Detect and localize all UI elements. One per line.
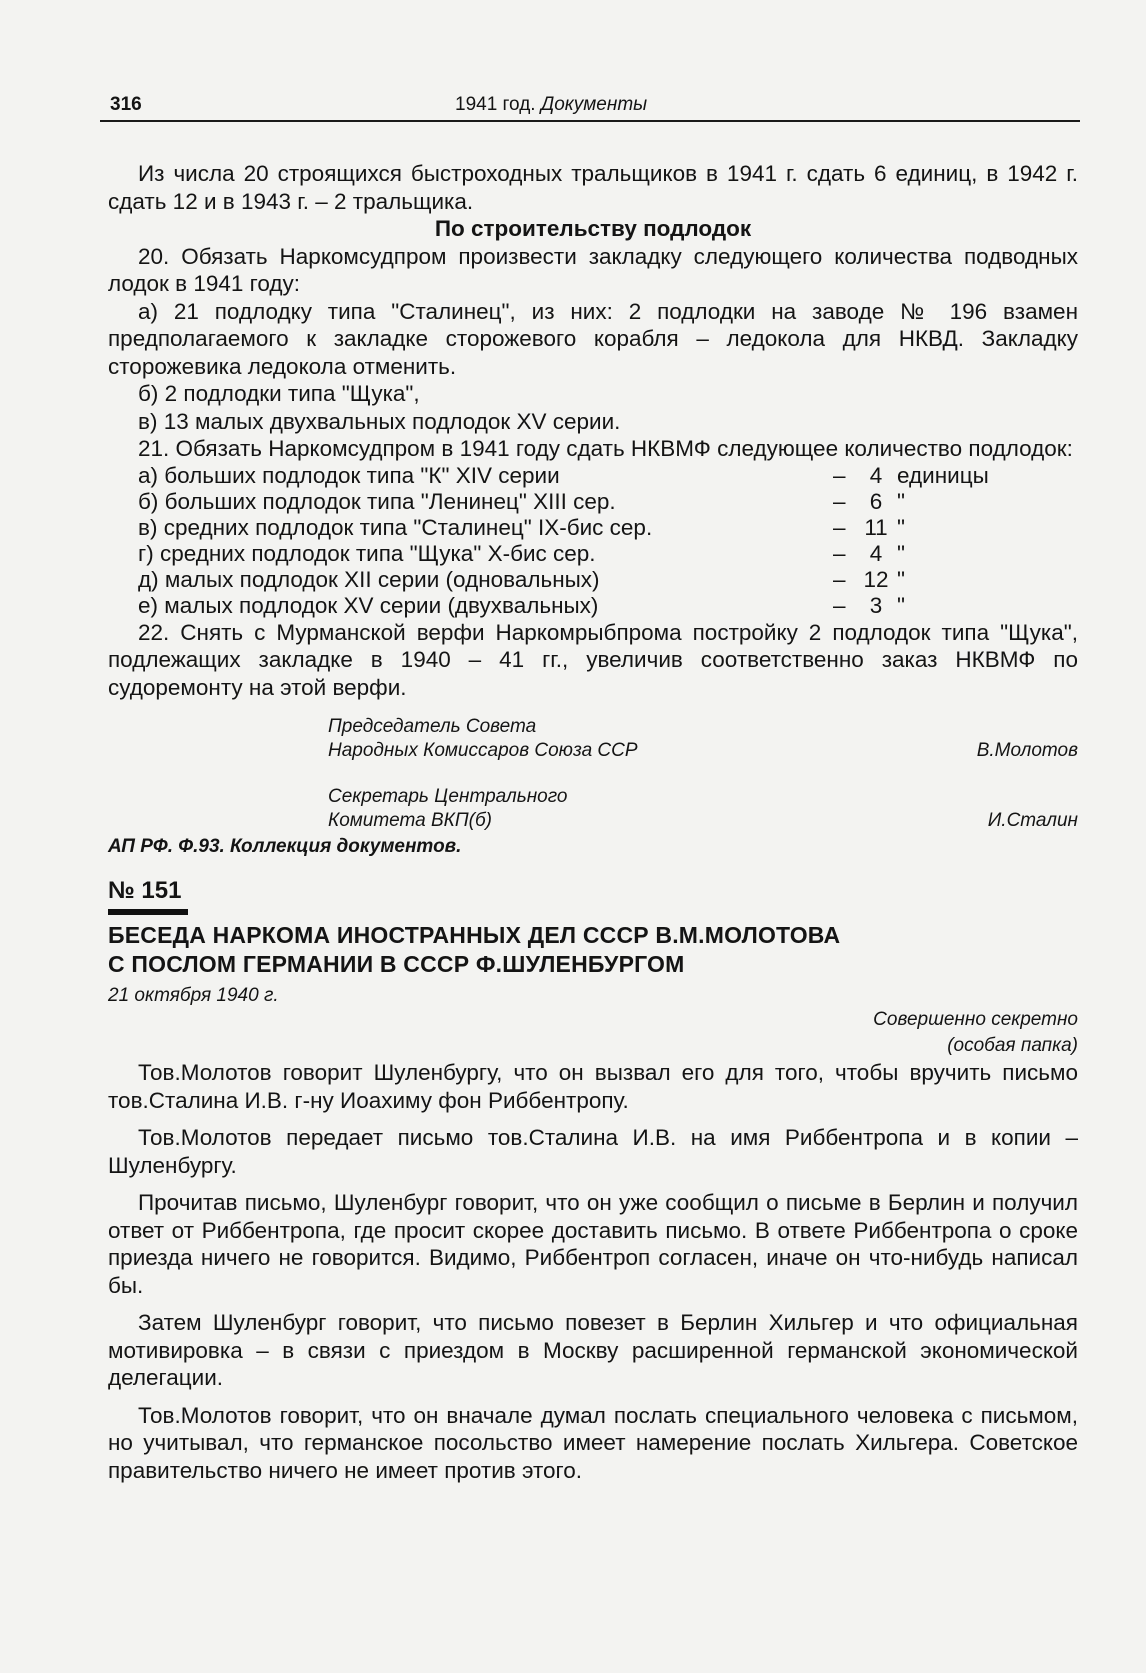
document-title: [108, 921, 1078, 979]
row-dash: –: [833, 540, 846, 566]
document-date: 21 октября 1940 г.: [108, 985, 279, 1006]
item-20: 20. Обязать Наркомсудпром произвести закладку следующего количества подводных лодок в 1941 году:: [108, 243, 1078, 296]
title-line: БЕСЕДА НАРКОМА ИНОСТРАННЫХ ДЕЛ СССР В.М.МОЛОТОВА: [108, 922, 841, 948]
row-number: 4: [869, 540, 883, 566]
secrecy-stamp: [108, 1007, 1078, 1059]
running-title-year: 1941 год.: [455, 94, 536, 115]
body-paragraph: Тов.Молотов говорит, что он вначале думал послать специального человека с письмом, но учитывал, что германское посольство имеет намерение послать Хильгера. Советское правительство ничего не имеет против этого.: [108, 1402, 1078, 1483]
row-label: д) малых подлодок XII серии (одновальных): [138, 566, 600, 592]
document-number: № 151: [108, 877, 182, 904]
signature-position: [328, 785, 567, 833]
row-label: в) средних подлодок типа "Сталинец" IX-бис сер.: [138, 514, 653, 540]
row-unit: ": [897, 514, 905, 540]
row-number: 6: [869, 488, 883, 514]
running-title: [455, 94, 647, 116]
position-line: Председатель Совета: [328, 716, 537, 737]
row-unit: ": [897, 540, 905, 566]
row-unit: ": [897, 592, 905, 618]
row-number: 11: [864, 514, 888, 540]
position-line: Народных Комиссаров Союза ССР: [328, 740, 638, 761]
row-dash: –: [833, 488, 846, 514]
signatory-name: В.Молотов: [976, 740, 1078, 761]
title-line: С ПОСЛОМ ГЕРМАНИИ В СССР Ф.ШУЛЕНБУРГОМ: [108, 951, 685, 977]
page-number: 316: [110, 94, 142, 115]
intro-paragraph: Из числа 20 строящихся быстроходных тральщиков в 1941 г. сдать 6 единиц, в 1942 г. сдать 12 и в 1943 г. – 2 тральщика.: [108, 161, 1078, 214]
row-dash: –: [833, 566, 846, 592]
row-label: г) средних подлодок типа "Щука" X-бис сер.: [138, 540, 596, 566]
page-content: [108, 160, 1078, 1494]
running-title-docs: Документы: [540, 94, 648, 115]
position-line: Секретарь Центрального: [328, 786, 568, 807]
row-number: 12: [863, 566, 889, 592]
submarine-delivery-table: [138, 463, 1077, 619]
table-row: [138, 463, 1077, 489]
signature-position: [328, 715, 638, 763]
signatory-name: И.Сталин: [987, 810, 1078, 831]
row-dash: –: [833, 592, 846, 618]
table-row: [138, 489, 1077, 515]
item-20-b: б) 2 подлодки типа "Щука",: [138, 381, 420, 406]
section-heading: По строительству подлодок: [434, 216, 752, 241]
row-dash: –: [833, 462, 846, 488]
body-paragraph: Затем Шуленбург говорит, что письмо повезет в Берлин Хильгер и что официальная мотивировка – в связи с приездом в Москву расширенной германской экономической делегации.: [108, 1310, 1078, 1390]
item-21: 21. Обязать Наркомсудпром в 1941 году сдать НКВМФ следующее количество подлодок:: [138, 436, 1073, 461]
item-22: 22. Снять с Мурманской верфи Наркомрыбпрома постройку 2 подлодок типа "Щука", подлежащих закладке в 1940 – 41 гг., увеличив соответственно заказ НКВМФ по судоремонту на этой верфи.: [108, 619, 1078, 700]
table-row: [138, 567, 1077, 593]
archive-source: АП РФ. Ф.93. Коллекция документов.: [108, 836, 462, 857]
table-row: [138, 515, 1077, 541]
secrecy-line: Совершенно секретно: [873, 1009, 1078, 1030]
row-unit: единицы: [897, 462, 989, 488]
row-label: е) малых подлодок XV серии (двухвальных): [138, 592, 599, 618]
row-unit: ": [897, 488, 905, 514]
row-number: 4: [869, 462, 883, 488]
running-header: [100, 90, 1080, 122]
position-line: Комитета ВКП(б): [328, 810, 492, 831]
item-20-c: в) 13 малых двухвальных подлодок XV серии.: [138, 408, 621, 434]
secrecy-line: (особая папка): [947, 1035, 1078, 1056]
row-label: б) больших подлодок типа "Ленинец" XIII сер.: [138, 488, 616, 514]
body-paragraph: Тов.Молотов говорит Шуленбургу, что он вызвал его для того, чтобы вручить письмо тов.Сталина И.В. г-ну Иоахиму фон Риббентропу.: [108, 1060, 1078, 1113]
table-row: [138, 593, 1077, 619]
row-number: 3: [869, 592, 883, 618]
signature-stalin: [108, 785, 1078, 833]
body-paragraph: Прочитав письмо, Шуленбург говорит, что он уже сообщил о письме в Берлин и получил ответ от Риббентропа, где просит скорее доставить письмо. В ответе Риббентропа о сроке приезда ничего не говорится. Видимо, Риббентроп согласен, иначе он что-нибудь написал бы.: [108, 1190, 1078, 1298]
document-rule: [108, 909, 188, 915]
row-dash: –: [833, 514, 846, 540]
item-20-a: а) 21 подлодку типа "Сталинец", из них: 2 подлодки на заводе № 196 взамен предполагаемого к закладке сторожевого корабля – ледокола для НКВД. Закладку сторожевика ледокола отменить.: [108, 298, 1078, 379]
row-label: а) больших подлодок типа "К" XIV серии: [138, 462, 560, 488]
row-unit: ": [897, 566, 905, 592]
table-row: [138, 541, 1077, 567]
body-paragraph: Тов.Молотов передает письмо тов.Сталина И.В. на имя Риббентропа и в копии – Шуленбургу.: [108, 1125, 1078, 1178]
signature-molotov: [108, 715, 1078, 763]
